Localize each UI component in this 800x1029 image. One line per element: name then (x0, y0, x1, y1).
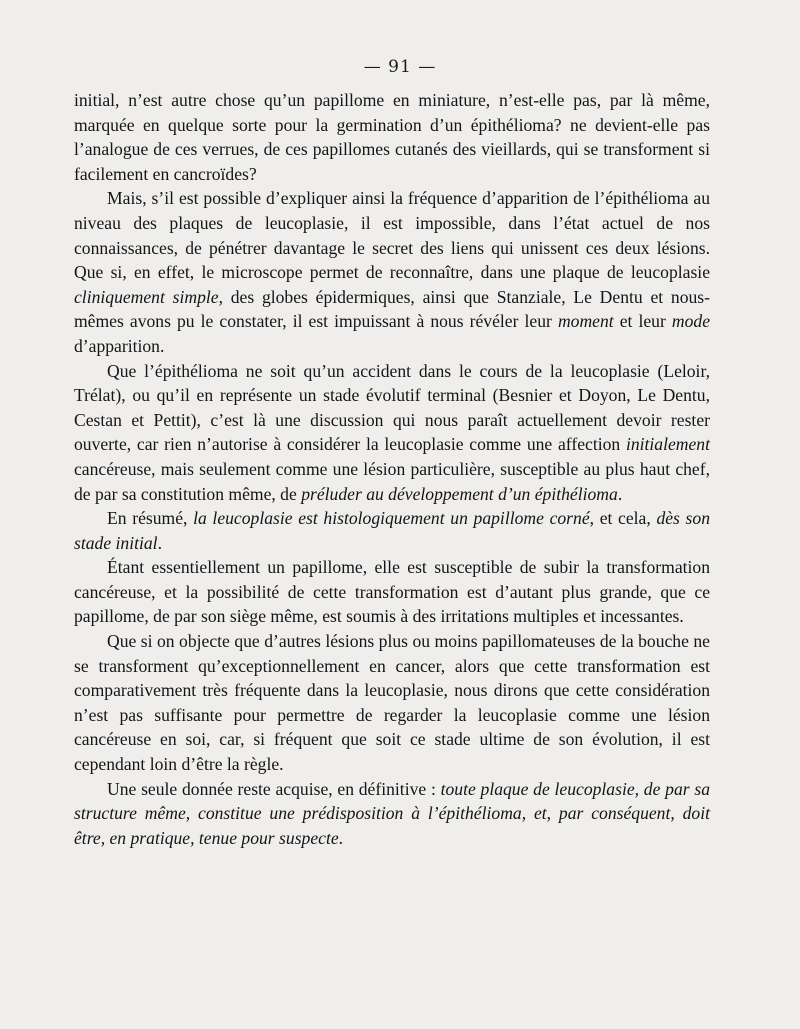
italic-text: préluder au développement d’un épithélioma (301, 483, 618, 504)
text-run: Étant essentiellement un papillome, elle est susceptible de subir la transformation cancéreuse, et la possibilité de cette transformation est d’autant plus grande, que ce papillome, de par son siège même, est soumis à des irritations multiples et incessantes. (74, 557, 710, 627)
paragraph (74, 629, 710, 777)
italic-text: cliniquement simple (74, 286, 219, 307)
italic-text: initialement (625, 434, 710, 455)
text-run: En résumé, (107, 508, 194, 529)
paragraph (74, 506, 710, 555)
italic-text: la leucoplasie est histologiquement un papillome corné (193, 508, 590, 529)
paragraph (74, 555, 710, 629)
text-run: . (617, 483, 623, 504)
text-run: Que l’épithélioma ne soit qu’un accident dans le cours de la leucoplasie (Leloir, Trélat), ou qu’il en représente un stade évolutif terminal (Besnier et Doyon, Le Dentu, Cestan et Pettit), c’est là une discussion qui nous paraît actuellement devoir rester ouverte, car rien n’autorise à considérer la leucoplasie comme une affection (74, 360, 710, 455)
text-run: , des globes épidermiques, ainsi que Stanziale, Le Dentu et nous-mêmes avons pu le constater, il est impuissant à nous révéler leur (74, 286, 710, 332)
text-run: . (338, 827, 344, 848)
text-run: et leur (613, 311, 672, 332)
italic-text: moment (557, 311, 614, 332)
text-run: Que si on objecte que d’autres lésions plus ou moins papillomateuses de la bouche ne se transforment qu’exceptionnellement en cancer, alors que cette transformation est comparativement très fréquente dans la leucoplasie, nous dirons que cette considération n’est pas suffisante pour permettre de regarder la leucoplasie comme une lésion cancéreuse en soi, car, si fréquent que soit ce stade ultime de son évolution, il est cependant loin d’être la règle. (74, 631, 710, 775)
text-run: d’apparition. (74, 335, 165, 356)
text-run: . (157, 532, 162, 553)
paragraph (74, 359, 710, 507)
paragraph (74, 777, 710, 851)
page-number: — 91 — (363, 57, 437, 77)
italic-text: mode (671, 311, 710, 332)
text-run: cancéreuse, mais seulement comme une lésion particulière, susceptible au plus haut chef, de par sa constitution même, de (74, 458, 710, 504)
text-run: , et cela, (589, 508, 657, 529)
text-run: initial, n’est autre chose qu’un papillome en miniature, n’est-elle pas, par là même, marquée en quelque sorte pour la germination d’un épithélioma? ne devient-elle pas l’analogue de ces verrues, de ces papillomes cutanés des vieillards, qui se transforment si facilement en cancroïdes? (74, 90, 710, 184)
text-run: Mais, s’il est possible d’expliquer ainsi la fréquence d’apparition de l’épithélioma au niveau des plaques de leucoplasie, il est impossible, dans l’état actuel de nos connaissances, de pénétrer davantage le secret des liens qui unissent ces deux lésions. Que si, en effet, le microscope permet de reconnaître, dans une plaque de leucoplasie (74, 188, 710, 283)
italic-text: toute plaque de leucoplasie, de par sa structure même, constitue une prédisposition à l’épithélioma, et, par conséquent, doit être, en pratique, tenue pour suspecte (74, 778, 711, 848)
paragraph (74, 88, 710, 186)
body-text (74, 88, 710, 850)
paragraph (74, 186, 710, 358)
text-run: Une seule donnée reste acquise, en définitive : (107, 778, 441, 799)
italic-text: dès son stade initial (74, 508, 710, 553)
